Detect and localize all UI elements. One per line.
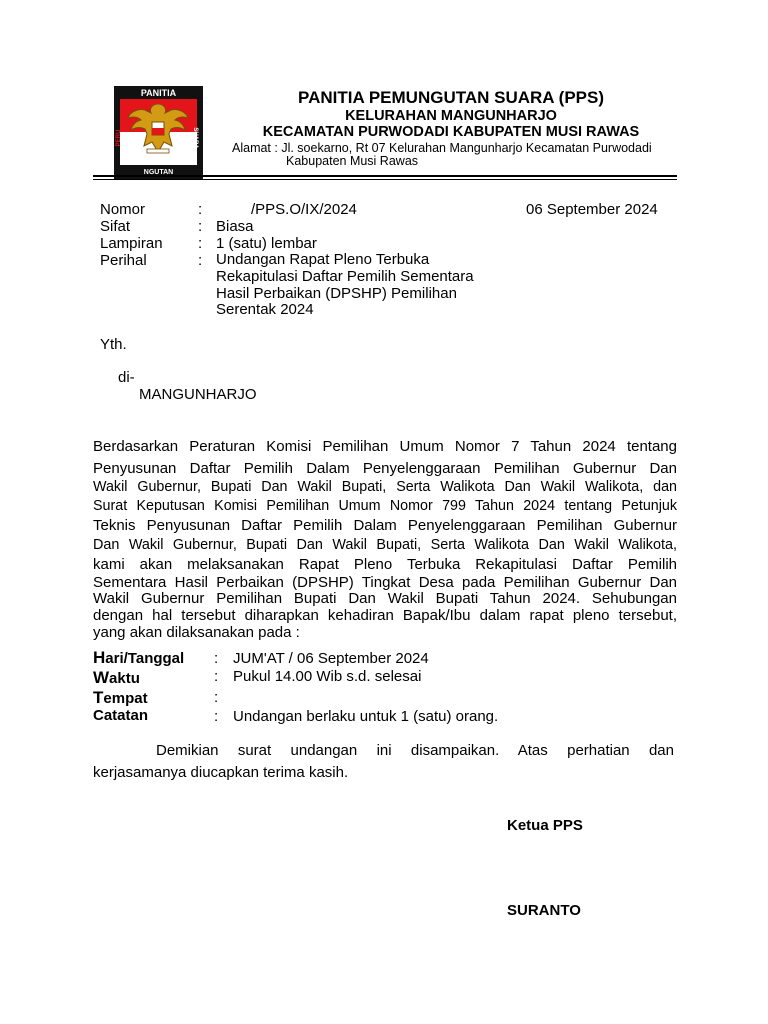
recipient-yth: Yth. [100, 336, 127, 353]
body-line: Penyusunan Daftar Pemilih Dalam Penyelenggaraan Pemilihan Gubernur Dan [93, 460, 677, 477]
tempat-label: Tempat [93, 688, 148, 707]
lampiran-colon: : [198, 235, 203, 252]
sifat-label: Sifat [100, 218, 131, 235]
logo-left-text: PERU [116, 129, 122, 147]
catatan-value: Undangan berlaku untuk 1 (satu) orang. [233, 708, 499, 725]
tempat-colon: : [214, 689, 219, 706]
recipient-di: di- [118, 369, 135, 386]
body-line: kami akan melaksanakan Rapat Pleno Terbuka Rekapitulasi Daftar Pemilih [93, 556, 677, 573]
nomor-colon: : [198, 201, 203, 218]
waktu-label: Waktu [93, 668, 140, 687]
body-line: Dan Wakil Gubernur, Bupati Dan Wakil Bupati, Serta Walikota Dan Wakil Walikota, [93, 537, 677, 553]
signature-name: SURANTO [507, 902, 581, 919]
recipient-place: MANGUNHARJO [139, 386, 257, 403]
body-line: Berdasarkan Peraturan Komisi Pemilihan Umum Nomor 7 Tahun 2024 tentang [93, 438, 677, 455]
body-line: Wakil Gubernur Pemilihan Bupati Dan Wakil Bupati Tahun 2024. Sehubungan [93, 590, 677, 607]
body-line: Teknis Penyusunan Daftar Pemilih Dalam Penyelenggaraan Pemilihan Gubernur [93, 517, 677, 534]
kpu-emblem-icon [114, 86, 203, 180]
closing-line-1: Demikian surat undangan ini disampaikan. Atas perhatian dan [156, 742, 674, 759]
kpu-logo [114, 86, 203, 180]
perihal-label: Perihal [100, 252, 147, 269]
logo-top-text: PANITIA [140, 88, 177, 98]
body-line: Sementara Hasil Perbaikan (DPSHP) Tingkat Desa pada Pemilihan Gubernur Dan [93, 574, 677, 591]
perihal-value [216, 252, 474, 319]
logo-right-text: SUARA [192, 127, 198, 149]
body-line: Surat Keputusan Komisi Pemilihan Umum Nomor 799 Tahun 2024 tentang Petunjuk [93, 498, 677, 514]
lampiran-value: 1 (satu) lembar [216, 235, 317, 252]
perihal-line: Serentak 2024 [216, 301, 314, 319]
perihal-line: Rekapitulasi Daftar Pemilih Sementara [216, 267, 474, 285]
sifat-colon: : [198, 218, 203, 235]
catatan-label: Catatan [93, 707, 149, 724]
organization-name: PANITIA PEMUNGUTAN SUARA (PPS) [298, 88, 604, 107]
body-line: yang akan dilaksanakan pada : [93, 624, 300, 641]
kelurahan-name: KELURAHAN MANGUNHARJO [345, 108, 557, 124]
sifat-value: Biasa [216, 218, 254, 235]
body-line: Wakil Gubernur, Bupati Dan Wakil Bupati, Serta Walikota Dan Wakil Walikota, dan [93, 479, 677, 495]
hari-label: Hari/Tanggal [93, 648, 185, 667]
perihal-colon: : [198, 252, 203, 269]
hari-colon: : [214, 650, 219, 667]
kecamatan-name: KECAMATAN PURWODADI KABUPATEN MUSI RAWAS [262, 124, 640, 140]
letterhead-rule-thick [93, 175, 677, 177]
address-line-2: Kabupaten Musi Rawas [286, 154, 419, 168]
letterhead-rule-thin [93, 179, 677, 180]
letter-date: 06 September 2024 [526, 201, 658, 218]
perihal-line: Undangan Rapat Pleno Terbuka [216, 251, 430, 268]
logo-bottom-text: NGUTAN [143, 169, 174, 176]
body-line: dengan hal tersebut diharapkan kehadiran Bapak/Ibu dalam rapat pleno tersebut, [93, 607, 677, 624]
hari-value: JUM'AT / 06 September 2024 [233, 650, 429, 667]
catatan-colon: : [214, 708, 219, 725]
waktu-colon: : [214, 668, 219, 685]
signature-title: Ketua PPS [507, 817, 583, 834]
address-line-1: Alamat : Jl. soekarno, Rt 07 Kelurahan Mangunharjo Kecamatan Purwodadi [232, 141, 652, 155]
nomor-label: Nomor [100, 201, 146, 218]
nomor-value: /PPS.O/IX/2024 [251, 201, 357, 218]
perihal-line: Hasil Perbaikan (DPSHP) Pemilihan [216, 284, 457, 302]
waktu-value: Pukul 14.00 Wib s.d. selesai [233, 668, 422, 685]
lampiran-label: Lampiran [100, 235, 163, 252]
closing-line-2: kerjasamanya diucapkan terima kasih. [93, 764, 349, 781]
